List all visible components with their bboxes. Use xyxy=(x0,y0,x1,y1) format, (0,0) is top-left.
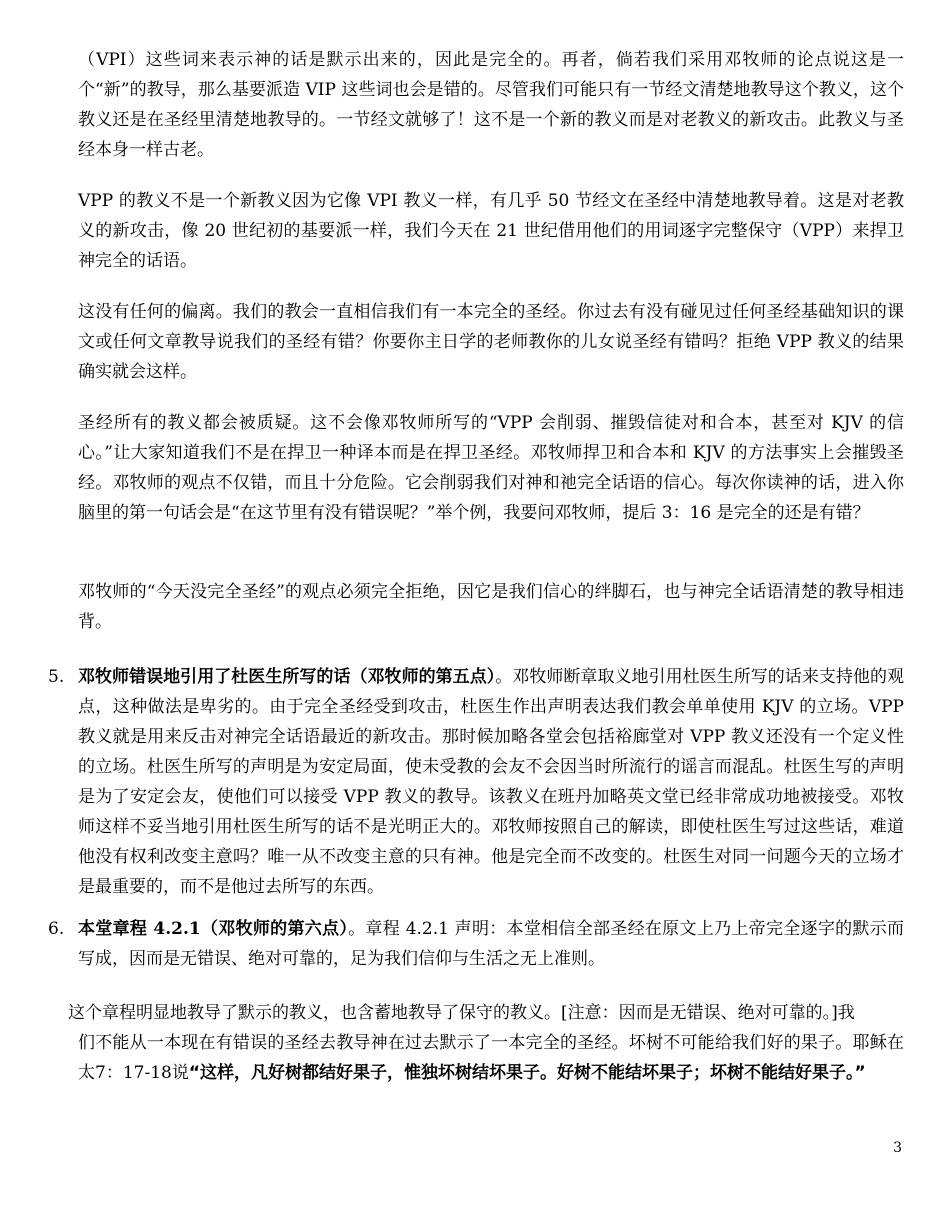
list-item-6 xyxy=(48,914,904,974)
list-item-heading: 本堂章程 4.2.1（邓牧师的第六点） xyxy=(78,919,349,939)
paragraph-doctrines-questioned: 圣经所有的教义都会被质疑。这不会像邓牧师所写的“VPP 会削弱、摧毁信徒对和合本，甚至对 KJV 的信心。”让大家知道我们不是在捍卫一种译本而是在捍卫圣经。邓牧师捍卫和合本和 KJV 的方法事实上会摧毁圣经。邓牧师的观点不仅错，而且十分危险。它会削弱我们对神和祂完全话语的信心。每次你读神的话，进入你脑里的第一句话会是“在这节里有没有错误呢？”举个例，我要问邓牧师，提后 3：16 是完全的还是有错？ xyxy=(78,413,904,523)
charter-paragraph xyxy=(68,998,904,1088)
list-item-number: 6. xyxy=(48,919,65,939)
charter-rest: 们不能从一本现在有错误的圣经去教导神在过去默示了一本完全的圣经。坏树不可能给我们好的果子。耶稣在太7：17-18说“这样，凡好树都结好果子，惟独坏树结坏果子。好树不能结坏果子；坏树不能结好果子。” xyxy=(78,1033,904,1083)
page-number: 3 xyxy=(893,1140,902,1156)
scripture-quote: “这样，凡好树都结好果子，惟独坏树结坏果子。好树不能结坏果子；坏树不能结好果子。” xyxy=(188,1063,866,1083)
list-item-5 xyxy=(48,662,904,902)
list-item-body: 。章程 4.2.1 声明：本堂相信全部圣经在原文上乃上帝完全逐字的默示而写成，因而是无错误、绝对可靠的，足为我们信仰与生活之无上准则。 xyxy=(78,919,904,969)
list-item-body: 。邓牧师断章取义地引用杜医生所写的话来支持他的观点，这种做法是卑劣的。由于完全圣经受到攻击，杜医生作出声明表达我们教会单单使用 KJV 的立场。VPP 教义就是用来反击对神完全话语最近的新攻击。那时候加略各堂会包括裕廊堂对 VPP 教义还没有一个定义性的立场。杜医生所写的声明是为安定局面，使未受教的会友不会因当时所流行的谣言而混乱。杜医生写的声明是为了安定会友，使他们可以接受 VPP 教义的教导。该教义在班丹加略英文堂已经非常成功地被接受。邓牧师这样不妥当地引用杜医生所写的话不是光明正大的。邓牧师按照自己的解读，即使杜医生写过这些话，难道他没有权利改变主意吗？唯一从不改变主意的只有神。他是完全而不改变的。杜医生对同一问题今天的立场才是最重要的，而不是他过去所写的东西。 xyxy=(78,667,904,897)
paragraph-reject-view: 邓牧师的“今天没完全圣经”的观点必须完全拒绝，因它是我们信心的绊脚石，也与神完全话语清楚的教导相违背。 xyxy=(78,582,904,632)
list-item-number: 5. xyxy=(48,667,65,687)
paragraph-vpi: （VPI）这些词来表示神的话是默示出来的，因此是完全的。再者，倘若我们采用邓牧师的论点说这是一个“新”的教导，那么基要派造 VIP 这些词也会是错的。尽管我们可能只有一节经文清楚地教导这个教义，这个教义还是在圣经里清楚地教导的。一节经文就够了！这不是一个新的教义而是对老教义的新攻击。此教义与圣经本身一样古老。 xyxy=(78,50,904,160)
charter-first-line: 这个章程明显地教导了默示的教义，也含蓄地教导了保守的教义。[注意：因而是无错误、绝对可靠的。]我 xyxy=(68,1003,855,1023)
paragraph-no-deviation: 这没有任何的偏离。我们的教会一直相信我们有一本完全的圣经。你过去有没有碰见过任何圣经基础知识的课文或任何文章教导说我们的圣经有错？你要你主日学的老师教你的儿女说圣经有错吗？拒绝 VPP 教义的结果确实就会这样。 xyxy=(78,302,904,382)
paragraph-vpp-not-new: VPP 的教义不是一个新教义因为它像 VPI 教义一样，有几乎 50 节经文在圣经中清楚地教导着。这是对老教义的新攻击，像 20 世纪初的基要派一样，我们今天在 21 世纪借用他们的用词逐字完整保守（VPP）来捍卫神完全的话语。 xyxy=(78,191,904,271)
list-item-heading: 邓牧师错误地引用了杜医生所写的话（邓牧师的第五点） xyxy=(78,667,496,687)
